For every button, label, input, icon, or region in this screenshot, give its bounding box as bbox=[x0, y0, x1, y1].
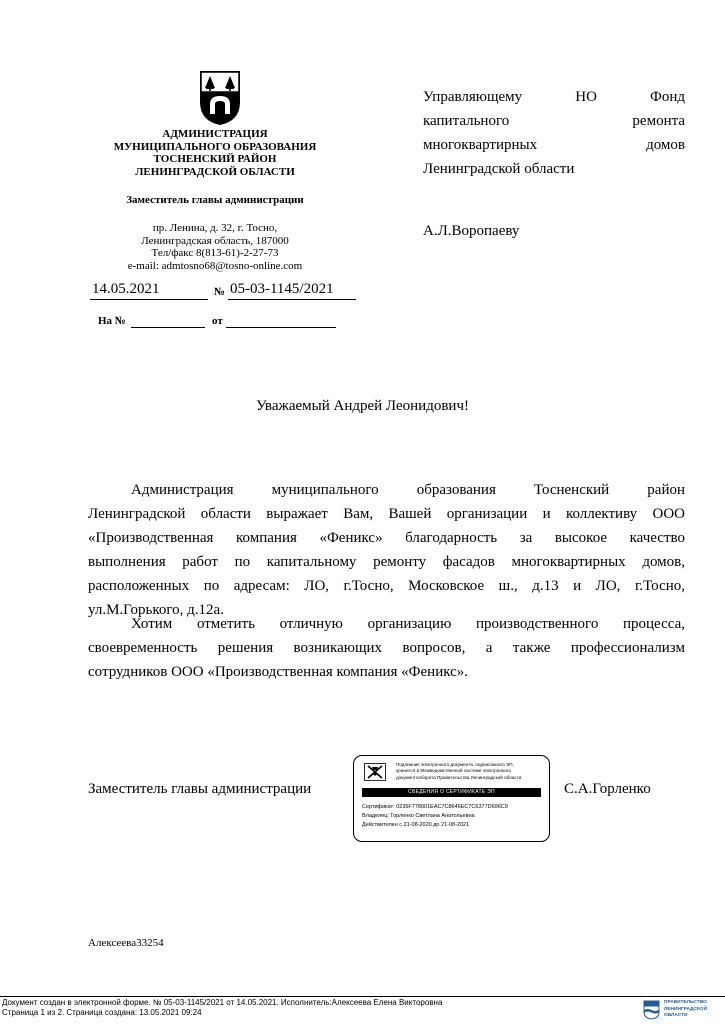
coat-of-arms-icon bbox=[199, 70, 241, 126]
paragraph-line: выполнения работ по капитальному ремонту фасадов многоквартирных домов, bbox=[88, 554, 685, 570]
signer-name: С.А.Горленко bbox=[564, 781, 651, 797]
executor-code: Алексеева33254 bbox=[88, 937, 164, 949]
body-paragraph-1 bbox=[88, 478, 685, 622]
paragraph-line: «Производственная компания «Феникс» благодарность за высокое качество bbox=[88, 530, 685, 546]
footer-divider bbox=[0, 996, 725, 997]
e-signature-stamp bbox=[353, 755, 550, 842]
government-label bbox=[664, 1000, 707, 1020]
certificate-info-header: СВЕДЕНИЯ О СЕРТИФИКАТЕ ЭП bbox=[362, 788, 541, 797]
sender-phone: Тел/факс 8(813-61)-2-27-73 bbox=[151, 247, 279, 259]
addressee-line: Ленинградской области bbox=[423, 161, 575, 177]
org-name-line: АДМИНИСТРАЦИЯ bbox=[162, 128, 268, 140]
paragraph-line: Ленинградской области выражает Вам, Вашей организации и коллективу ООО bbox=[88, 506, 685, 522]
government-label-line: ЛЕНИНГРАДСКОЙ bbox=[664, 1006, 708, 1012]
number-underline bbox=[228, 299, 356, 300]
registration-date: 14.05.2021 bbox=[92, 281, 160, 297]
addressee-line: капитального ремонта bbox=[423, 113, 685, 129]
certificate-owner: Владелец: Горленко Светлана Анатольевна bbox=[362, 813, 475, 819]
stamp-note-line: Подлинник электронного документа, подписанного ЭП, bbox=[396, 762, 514, 767]
sender-address-line: Ленинградская область, 187000 bbox=[141, 234, 289, 247]
body-paragraph-2 bbox=[88, 612, 685, 684]
reference-number-blank bbox=[131, 327, 205, 328]
date-underline bbox=[90, 299, 208, 300]
addressee-line: Управляющему НО Фонд bbox=[423, 89, 685, 105]
greeting: Уважаемый Андрей Леонидович! bbox=[256, 398, 469, 414]
org-name-line: ТОСНЕНСКИЙ РАЙОН bbox=[153, 153, 277, 165]
paragraph-line: своевременность решения возникающих вопросов, а также профессионализм bbox=[88, 640, 685, 656]
certificate-serial: Сертификат: 0235F778001EAC7C8646EC7C6377D696C9 bbox=[362, 804, 508, 810]
paragraph-line: Администрация муниципального образования Тосненский район bbox=[131, 482, 685, 498]
org-name-line: МУНИЦИПАЛЬНОГО ОБРАЗОВАНИЯ bbox=[113, 140, 317, 153]
footer-page-info: Страница 1 из 2. Страница создана: 13.05.2021 09:24 bbox=[2, 1008, 202, 1017]
stamp-note-line: документооборота Правительства Ленинградской области bbox=[396, 774, 522, 780]
addressee-line: многоквартирных домов bbox=[423, 137, 685, 153]
paragraph-line: расположенных по адресам: ЛО, г.Тосно, Московское ш., д.13 и ЛО, г.Тосно, bbox=[88, 578, 685, 594]
sender-email: e-mail: admtosno68@tosno-online.com bbox=[127, 259, 303, 272]
reference-label: На № bbox=[98, 315, 126, 327]
government-label-line: ОБЛАСТИ bbox=[664, 1013, 688, 1018]
footer-document-info: Документ создан в электронной форме. № 05-03-1145/2021 от 14.05.2021. Исполнитель:Алексеева Елена Викторовна bbox=[2, 998, 443, 1007]
number-sign: № bbox=[214, 286, 226, 298]
registration-number: 05-03-1145/2021 bbox=[230, 281, 334, 297]
org-name-line: ЛЕНИНГРАДСКОЙ ОБЛАСТИ bbox=[135, 165, 295, 178]
paragraph-line: сотрудников ООО «Производственная компания «Феникс». bbox=[88, 664, 469, 680]
spb-coat-of-arms-icon bbox=[364, 763, 386, 781]
leningrad-oblast-flag-icon bbox=[643, 1000, 660, 1020]
reference-from-label: от bbox=[212, 315, 223, 327]
sender-department: Заместитель главы администрации bbox=[126, 194, 304, 206]
reference-date-blank bbox=[226, 327, 336, 328]
government-label-line: ПРАВИТЕЛЬСТВО bbox=[664, 1000, 707, 1005]
addressee-name: А.Л.Воропаеву bbox=[423, 223, 520, 239]
sender-address-line: пр. Ленина, д. 32, г. Тосно, bbox=[152, 222, 278, 234]
certificate-validity: Действителен с 21-08-2020 до 21-08-2021 bbox=[362, 822, 470, 828]
signer-title: Заместитель главы администрации bbox=[88, 781, 312, 797]
paragraph-line: ул.М.Горького, д.12а. bbox=[88, 602, 224, 618]
paragraph-line: Хотим отметить отличную организацию производственного процесса, bbox=[131, 616, 685, 632]
stamp-note-line: хранится в Межведомственной системе электронного bbox=[396, 768, 512, 774]
